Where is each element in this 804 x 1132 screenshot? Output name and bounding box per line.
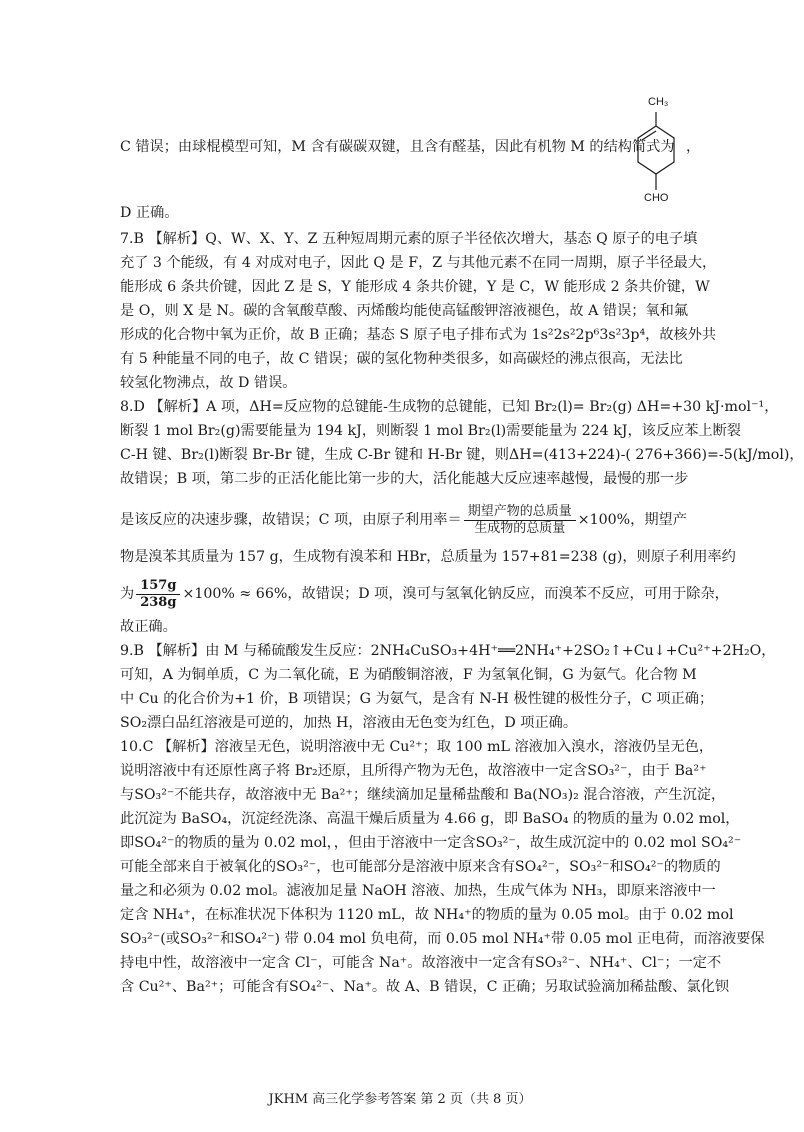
text-line: 说明溶液中有还原性离子将 Br₂还原，且所得产物为无色，故溶液中一定含SO₃²⁻，由于 Ba²⁺ bbox=[120, 763, 707, 779]
text-line: 与SO₃²⁻不能共存，故溶液中无 Ba²⁺；继续滴加足量稀盐酸和 Ba(NO₃)₂ 混合溶液，产生沉淀， bbox=[120, 787, 726, 803]
text-line: C-H 键、Br₂(l)断裂 Br-Br 键，生成 C-Br 键和 H-Br 键，则ΔH=(413+224)-( 276+366)=-5(kJ/mol)， bbox=[120, 447, 804, 463]
text-line: SO₃²⁻(或SO₃²⁻和SO₄²⁻) 带 0.04 mol 负电荷，而 0.05 mol NH₄⁺带 0.05 mol 正电荷，而溶液要保 bbox=[120, 931, 765, 947]
text-line: 物是溴苯其质量为 157 g，生成物有溴苯和 HBr，总质量为 157+81=238 (g)，则原子利用率约 bbox=[120, 549, 736, 565]
atom-economy-fraction: $\frac{\text{期望产物的总质量}}{\text{生成物的总质量}}$ bbox=[464, 504, 576, 537]
text-line: 中 Cu 的化合价为+1 价，B 项错误；G 为氨气，是含有 N-H 极性键的极性分子，C 项正确； bbox=[120, 691, 714, 707]
text-line: 是 O，则 X 是 N。碳的含氧酸草酸、丙烯酸均能使高锰酸钾溶液褪色，故 A 错误；氧和氟 bbox=[120, 303, 689, 319]
text-line: ， bbox=[686, 139, 701, 155]
text-line: 9.B 【解析】由 M 与稀硫酸发生反应：2NH₄CuSO₃+4H⁺══2NH₄⁺+2SO₂↑+Cu↓+Cu²⁺+2H₂O， bbox=[120, 643, 776, 659]
aldehyde-label: CHO bbox=[644, 192, 669, 204]
page-footer: JKHM 高三化学参考答案 第 2 页（共 8 页） bbox=[268, 1092, 532, 1107]
text-line: 有 5 种能量不同的电子，故 C 错误；碳的氢化物种类很多，如高碳烃的沸点很高，无法比 bbox=[120, 351, 683, 367]
text-line: 故错误；B 项，第二步的正活化能比第一步的大，活化能越大反应速率越慢，最慢的那一步 bbox=[120, 471, 689, 487]
text-line: 故正确。 bbox=[120, 619, 177, 635]
text-line: 充了 3 个能级，有 4 对成对电子，因此 Q 是 F，Z 与其他元素不在同一周期，原子半径最大， bbox=[120, 255, 717, 271]
text-line: 断裂 1 mol Br₂(g)需要能量为 194 kJ，则断裂 1 mol Br₂(l)需要能量为 224 kJ，该反应苯上断裂 bbox=[120, 423, 741, 439]
text-line: 7.B 【解析】Q、W、X、Y、Z 五种短周期元素的原子半径依次增大，基态 Q 原子的电子填 bbox=[120, 231, 698, 247]
text-line: 较氢化物沸点，故 D 错误。 bbox=[120, 375, 297, 391]
text-line: 可知，A 为铜单质，C 为二氧化硫，E 为硝酸铜溶液，F 为氢氧化铜，G 为氨气。化合物 M bbox=[120, 667, 697, 683]
text-line: 8.D 【解析】A 项，ΔH=反应物的总键能-生成物的总键能，已知 Br₂(l)= Br₂(g) ΔH=+30 kJ·mol⁻¹， bbox=[120, 399, 779, 415]
text-line: 形成的化合物中氧为正价，故 B 正确；基态 S 原子电子排布式为 1s²2s²2p⁶3s²3p⁴，故核外共 bbox=[120, 327, 717, 343]
text-line: 定含 NH₄⁺，在标准状况下体积为 1120 mL，故 NH₄⁺的物质的量为 0.05 mol。由于 0.02 mol bbox=[120, 907, 734, 923]
text-line: 10.C 【解析】溶液呈无色，说明溶液中无 Cu²⁺；取 100 mL 溶液加入溴水，溶液仍呈无色， bbox=[120, 739, 714, 755]
text-line: D 正确。 bbox=[120, 205, 179, 221]
methyl-label: CH₃ bbox=[648, 96, 669, 108]
text-line: 持电中性，故溶液中一定含 Cl⁻，可能含 Na⁺。故溶液中一定含有SO₃²⁻、NH₄⁺、Cl⁻；一定不 bbox=[120, 955, 722, 971]
text-line: 量之和必须为 0.02 mol。滤液加足量 NaOH 溶液、加热，生成气体为 NH₃，即原来溶液中一 bbox=[120, 883, 716, 899]
text-line: 此沉淀为 BaSO₄，沉淀经洗涤、高温干燥后质量为 4.66 g，即 BaSO₄ 的物质的量为 0.02 mol， bbox=[120, 811, 740, 827]
text-line: 即SO₄²⁻的物质的量为 0.02 mol，，但由于溶液中一定含SO₃²⁻，故生成沉淀中的 0.02 mol SO₄²⁻ bbox=[120, 835, 742, 851]
text-line: C 错误；由球棍模型可知，M 含有碳碳双键，且含有醛基，因此有机物 M 的结构简式为 bbox=[120, 139, 675, 155]
text-line-with-fraction: 是该反应的决速步骤，故错误；C 项，由原子利用率＝ $\frac{\text{期望产物的总质量}}{\text{生成物的总质量}}$ ×100%，期望产 bbox=[120, 503, 687, 536]
text-line: 能形成 6 条共价键，因此 Z 是 S，Y 能形成 4 条共价键，Y 是 C，W 能形成 2 条共价键，W bbox=[120, 279, 710, 295]
text-line: SO₂漂白品红溶液是可逆的，加热 H，溶液由无色变为红色，D 项正确。 bbox=[120, 715, 578, 731]
text-line: 含 Cu²⁺、Ba²⁺；可能含有SO₄²⁻、Na⁺。故 A、B 错误，C 正确；另取试验滴加稀盐酸、氯化钡 bbox=[120, 979, 729, 995]
text-line-with-fraction: 为 $\frac{157g}{238g}$ ×100% ≈ 66%，故错误；D 项，溴可与氢氧化钠反应，而溴苯不反应，可用于除杂， bbox=[120, 577, 729, 610]
ratio-fraction: $\frac{157g}{238g}$ bbox=[136, 578, 180, 611]
text-line: 可能全部来自于被氧化的SO₃²⁻，也可能部分是溶液中原来含有SO₄²⁻，SO₃²⁻和SO₄²⁻的物质的 bbox=[120, 859, 721, 875]
